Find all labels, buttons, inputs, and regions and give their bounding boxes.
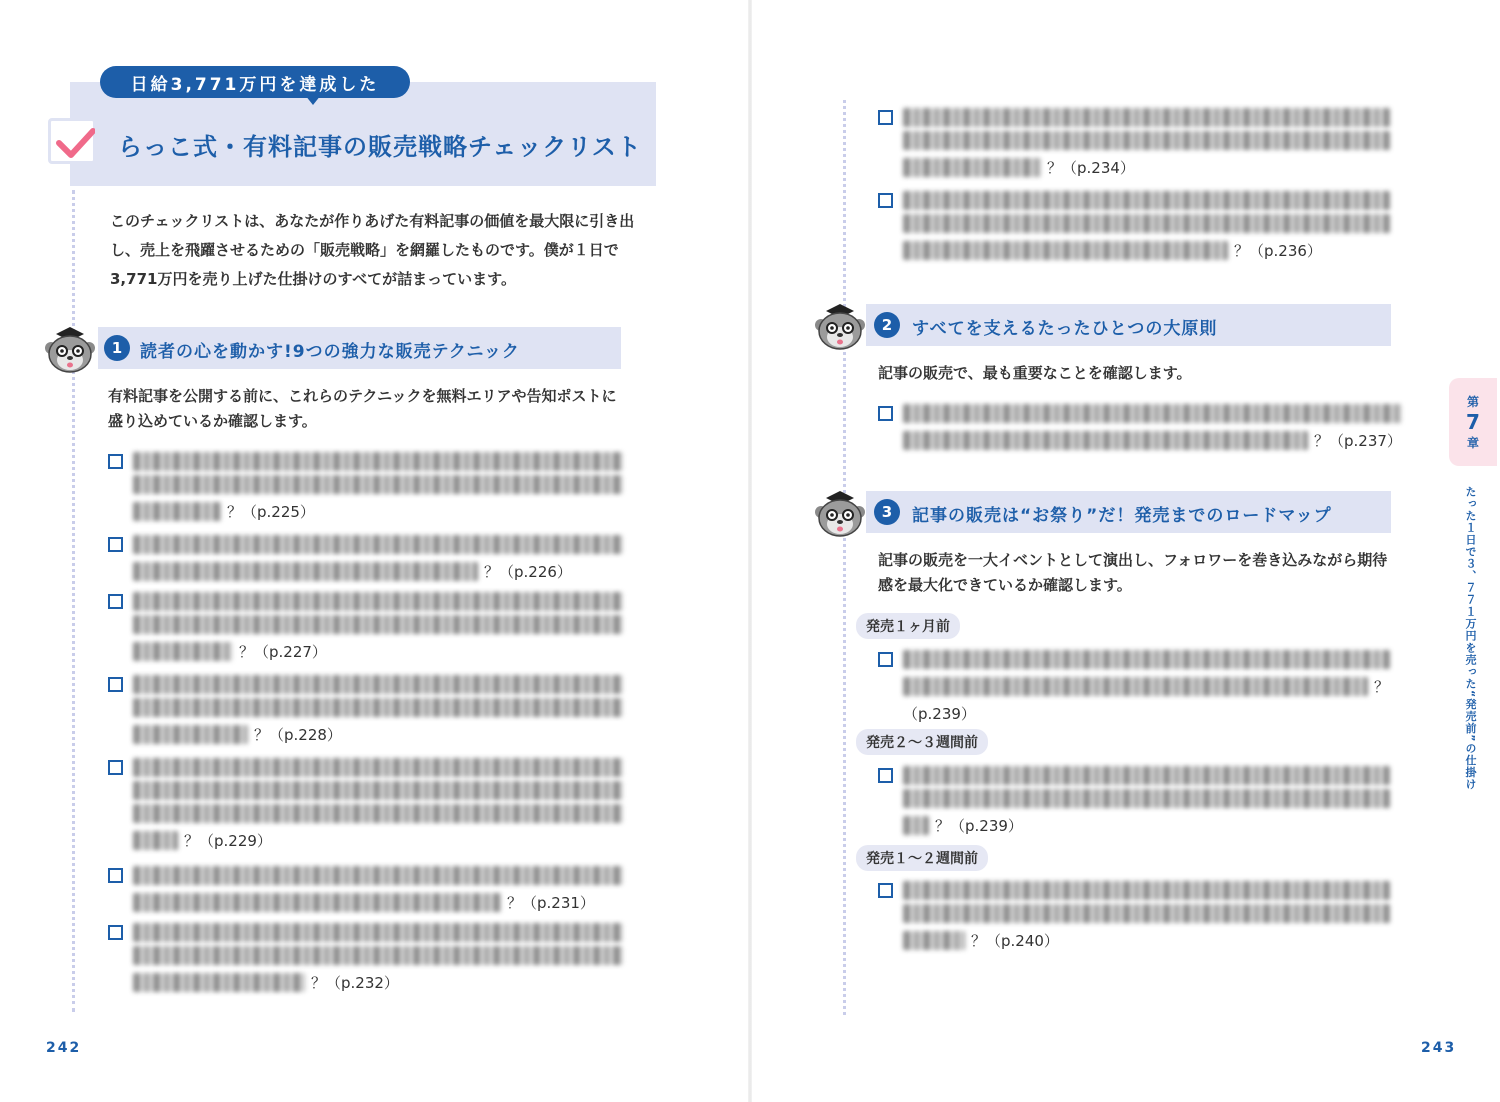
phase-tag: 発売１〜２週間前 [856, 845, 988, 871]
blurred-text [903, 431, 1308, 450]
page-reference: ？（p.228） [254, 726, 342, 744]
checklist-item [108, 862, 623, 916]
blurred-text [903, 214, 1390, 233]
checklist-item [108, 588, 623, 665]
blurred-text [903, 904, 1390, 923]
right-dotted-guide [843, 100, 846, 1015]
blurred-text [903, 191, 1390, 210]
chapter-tab-bottom: 章 [1466, 436, 1479, 450]
book-spine [748, 0, 752, 1102]
checkbox-icon[interactable] [108, 760, 123, 775]
blurred-text [133, 973, 305, 992]
blurred-text [903, 131, 1390, 150]
intro-paragraph: このチェックリストは、あなたが作りあげた有料記事の価値を最大限に引き出し、売上を飛躍させるための「販売戦略」を網羅したものです。僕が１日で3,771万円を売り上げた仕掛けのすべてが詰まっています。 [110, 212, 635, 288]
blurred-text [903, 158, 1041, 177]
section-1-description: 有料記事を公開する前に、これらのテクニックを無料エリアや告知ポストに盛り込めているか確認します。 [108, 387, 617, 430]
blurred-text [903, 816, 929, 835]
page-reference: ？（p.226） [484, 563, 572, 581]
phase-tag: 発売２〜３週間前 [856, 729, 988, 755]
blurred-text [903, 108, 1390, 127]
banner-label: 日給3,771万円を達成した [100, 66, 410, 98]
phase-tag: 発売１ヶ月前 [856, 613, 960, 639]
checkbox-icon[interactable] [108, 925, 123, 940]
blurred-text [133, 923, 623, 942]
section-3-number: 3 [874, 499, 900, 525]
page-title: らっこ式・有料記事の販売戦略チェックリスト [118, 133, 642, 161]
blurred-text [133, 592, 623, 611]
page-reference: ？（p.236） [1234, 242, 1322, 260]
otter-mascot-icon [42, 320, 98, 376]
blurred-text [133, 535, 623, 554]
blurred-text [133, 866, 623, 885]
blurred-text [903, 404, 1402, 423]
section-3-title: 記事の販売は“お祭り”だ！発売までのロードマップ [912, 506, 1332, 526]
chapter-tab-top: 第 [1466, 395, 1479, 409]
page-reference: ？（p.227） [239, 643, 327, 661]
blurred-text [133, 475, 623, 494]
checklist-item [108, 754, 623, 854]
page-reference: ？（p.237） [1314, 432, 1402, 450]
checklist-item [878, 104, 1390, 181]
checkbox-icon[interactable] [878, 883, 893, 898]
page-reference: ？（p.229） [184, 832, 272, 850]
blurred-text [903, 677, 1368, 696]
blurred-text [133, 452, 623, 471]
checkbox-icon[interactable] [108, 677, 123, 692]
page-reference: （p.239） [903, 705, 976, 723]
blurred-text [133, 562, 478, 581]
checkbox-icon[interactable] [878, 193, 893, 208]
checkbox-icon[interactable] [878, 406, 893, 421]
blurred-text [133, 675, 623, 694]
otter-mascot-icon [812, 297, 868, 353]
checkbox-icon[interactable] [108, 594, 123, 609]
checklist-item [878, 877, 1390, 954]
checklist-item [878, 762, 1390, 839]
section-1-number: 1 [104, 335, 130, 361]
checklist-item [108, 671, 623, 748]
checklist-item [878, 400, 1402, 454]
blurred-text [903, 241, 1228, 260]
chapter-number: 7 [1466, 410, 1480, 434]
blurred-text [903, 789, 1390, 808]
section-1-title: 読者の心を動かす!9つの強力な販売テクニック [140, 342, 520, 362]
page-number-right: 243 [1421, 1040, 1457, 1056]
page-number-left: 242 [46, 1040, 82, 1056]
blurred-text [133, 893, 501, 912]
blurred-text [903, 931, 965, 950]
blurred-text [903, 881, 1390, 900]
checkbox-icon[interactable] [108, 454, 123, 469]
otter-mascot-icon [812, 484, 868, 540]
checklist-item [878, 187, 1390, 264]
checklist-item: ？ （p.239） [878, 646, 1390, 727]
blurred-text [133, 725, 248, 744]
blurred-text [903, 650, 1390, 669]
blurred-text [133, 831, 178, 850]
blurred-text [133, 615, 623, 634]
blurred-text [133, 781, 623, 800]
checkbox-icon[interactable] [108, 868, 123, 883]
page-reference: ？（p.232） [311, 974, 399, 992]
banner-tail [305, 95, 321, 105]
page-reference: ？（p.231） [507, 894, 595, 912]
chapter-side-title: たった１日で３、７７１万円を売った“発売前”の仕掛け [1464, 486, 1477, 791]
section-2-number: 2 [874, 312, 900, 338]
blurred-text [133, 946, 623, 965]
check-icon [48, 118, 96, 164]
blurred-text [133, 804, 623, 823]
section-2-description: 記事の販売で、最も重要なことを確認します。 [878, 364, 1192, 382]
checkbox-icon[interactable] [878, 110, 893, 125]
checkbox-icon[interactable] [108, 537, 123, 552]
blurred-text [133, 698, 623, 717]
checkbox-icon[interactable] [878, 768, 893, 783]
chapter-tab [1449, 378, 1497, 466]
page-reference: ？（p.239） [935, 817, 1023, 835]
blurred-text [903, 766, 1390, 785]
checklist-item [108, 531, 623, 585]
page-reference: ？（p.234） [1047, 159, 1135, 177]
checklist-item [108, 919, 623, 996]
blurred-text [133, 758, 623, 777]
section-2-title: すべてを支えるたったひとつの大原則 [912, 319, 1218, 339]
blurred-text [133, 502, 221, 521]
checkbox-icon[interactable] [878, 652, 893, 667]
checklist-item [108, 448, 623, 525]
page-reference: ？（p.225） [227, 503, 315, 521]
section-3-description: 記事の販売を一大イベントとして演出し、フォロワーを巻き込みながら期待感を最大化できているか確認します。 [878, 551, 1388, 594]
left-dotted-guide [72, 190, 75, 1012]
blurred-text [133, 642, 233, 661]
page-reference: ？（p.240） [971, 932, 1059, 950]
